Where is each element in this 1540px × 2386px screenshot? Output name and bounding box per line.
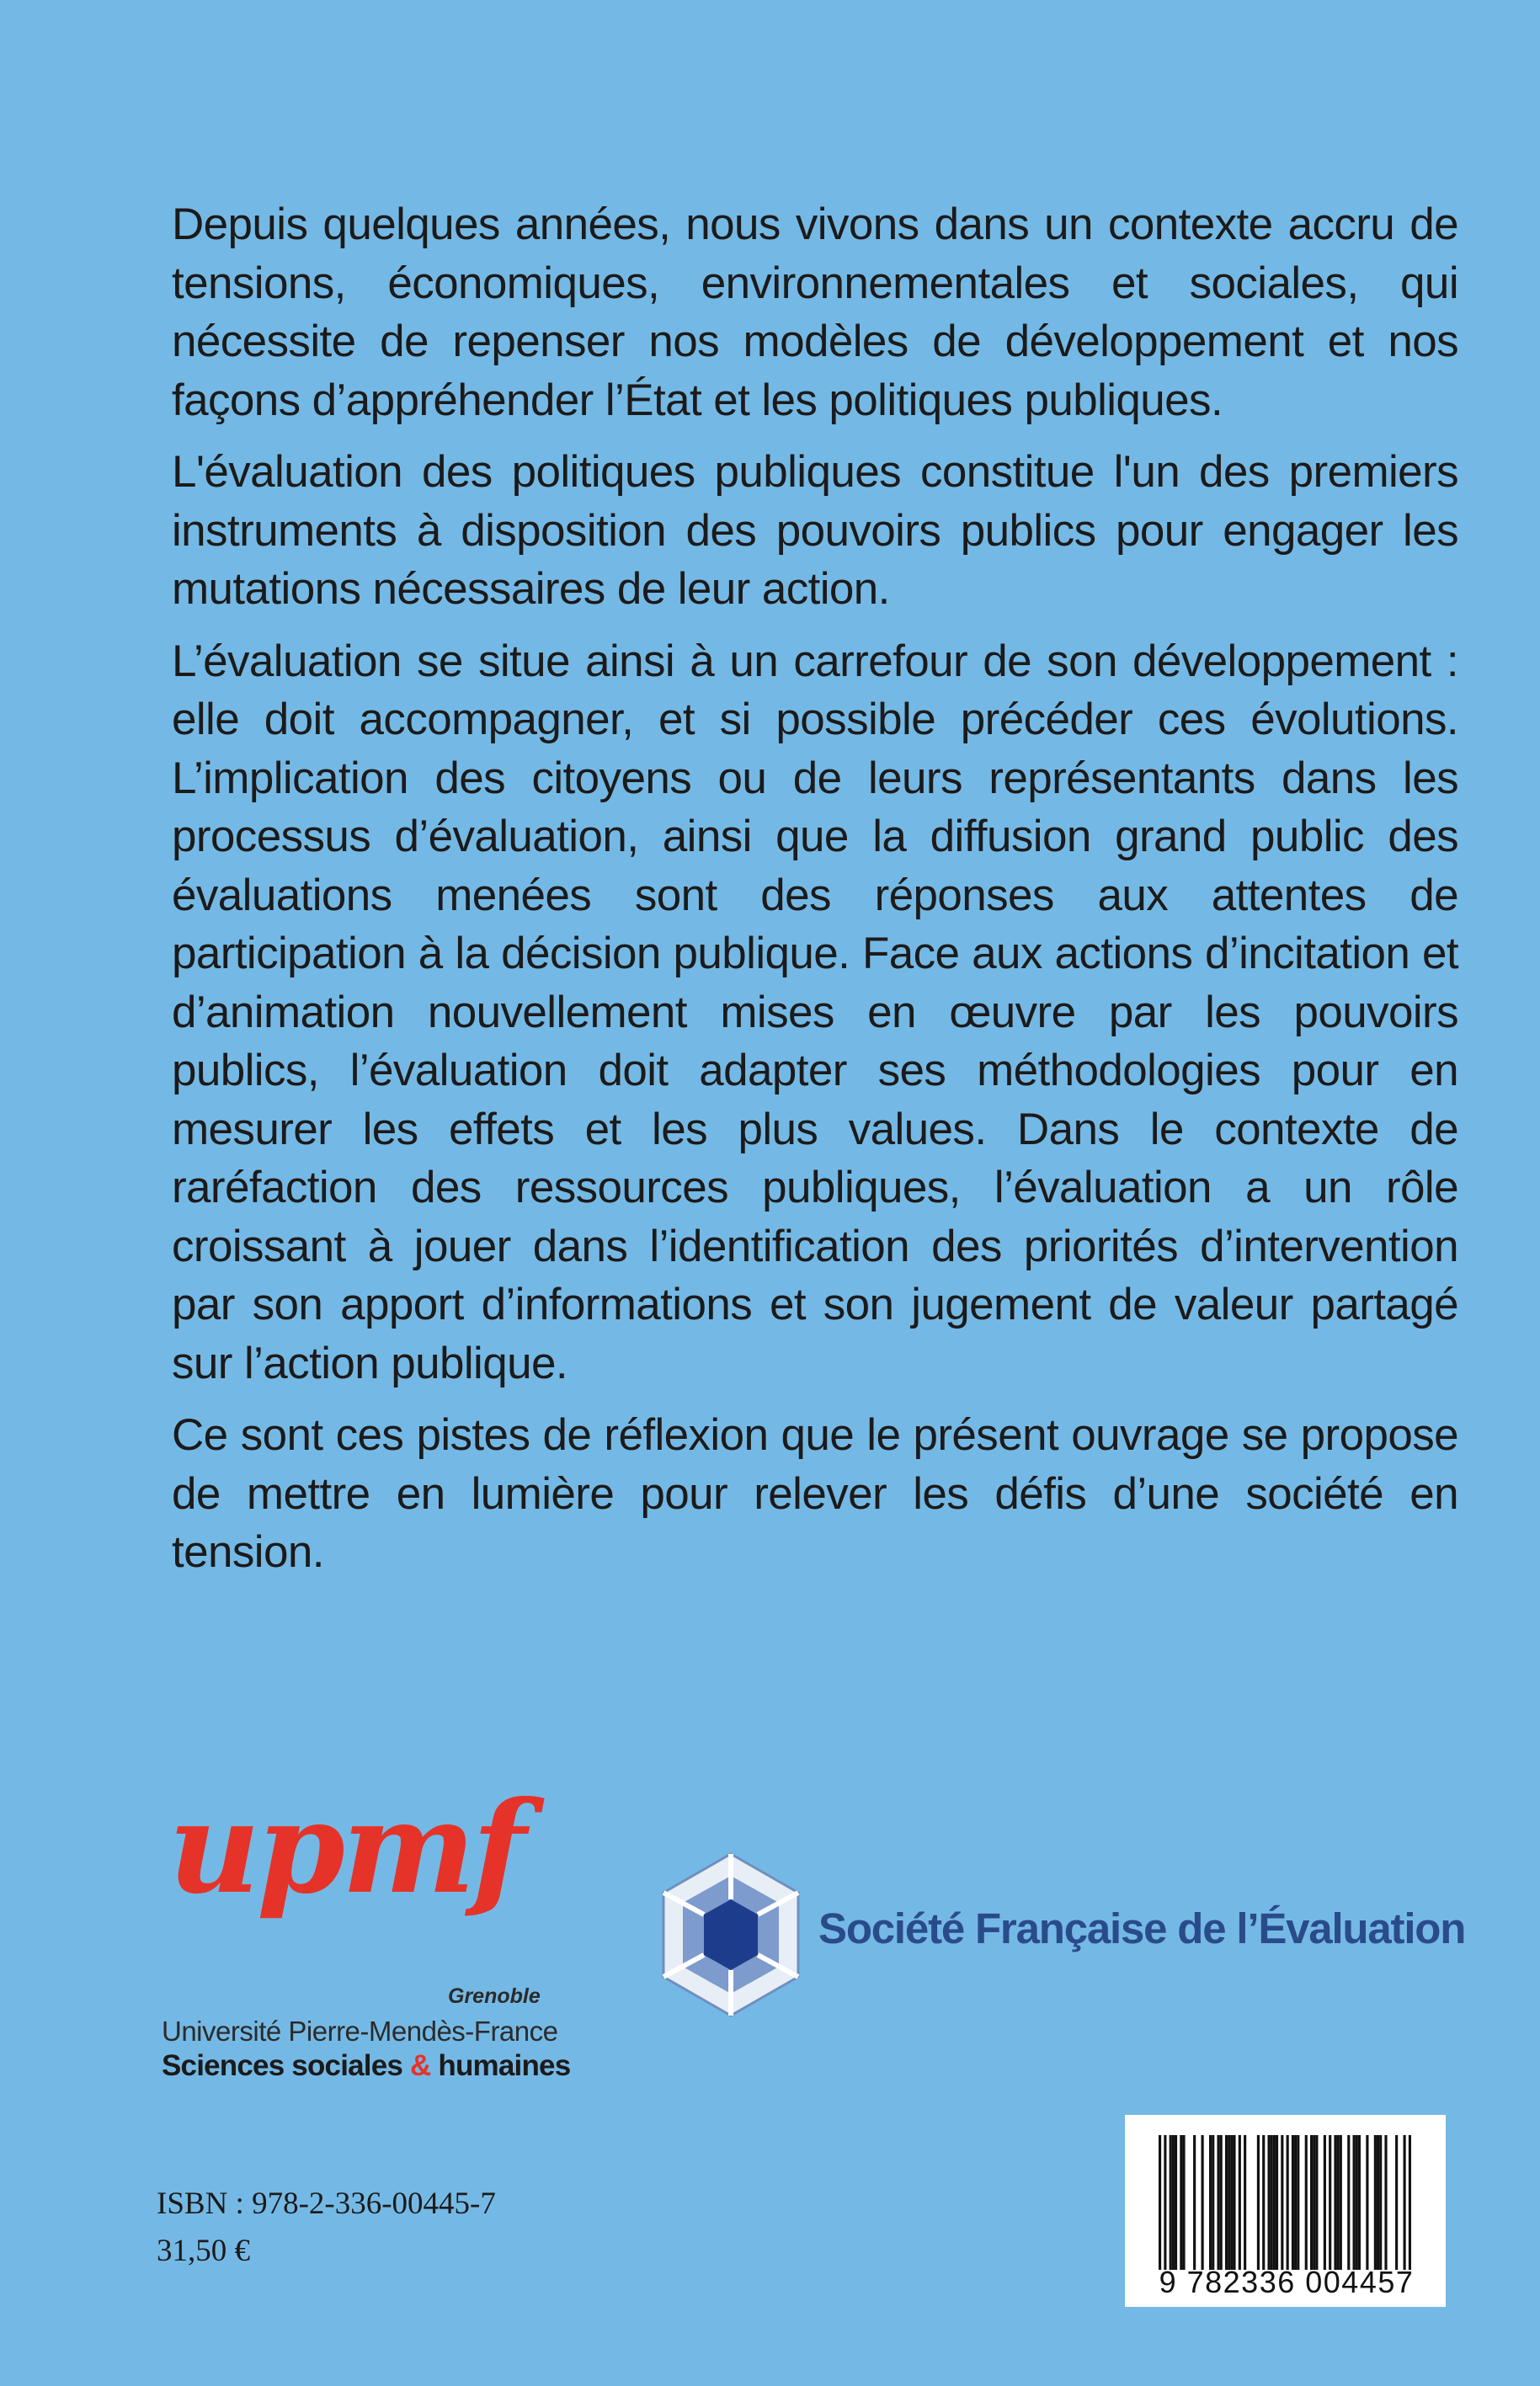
upmf-department-ampersand: & — [409, 2049, 431, 2082]
barcode-bar — [1159, 2135, 1161, 2270]
barcode-bar — [1182, 2135, 1185, 2270]
barcode-bar — [1404, 2135, 1406, 2270]
barcode-bar — [1287, 2135, 1289, 2270]
barcode-bar — [1220, 2135, 1223, 2270]
upmf-university-name: Université Pierre-Mendès-France — [162, 2016, 558, 2047]
barcode-bar — [1324, 2135, 1326, 2270]
back-cover-text — [172, 195, 1458, 1595]
barcode-bar — [1310, 2135, 1313, 2270]
barcode-bar — [1292, 2135, 1294, 2270]
upmf-department — [162, 2049, 570, 2083]
barcode-bar — [1193, 2135, 1196, 2270]
barcode-bar — [1271, 2135, 1273, 2270]
barcode-bar — [1212, 2135, 1214, 2270]
barcode-bar — [1379, 2135, 1382, 2270]
barcode-bar — [1334, 2135, 1336, 2270]
barcode-bar — [1337, 2135, 1340, 2270]
upmf-wordmark: upmf — [168, 1774, 524, 1922]
barcode-bar — [1273, 2135, 1276, 2270]
hexagon-network-icon — [657, 1851, 805, 2019]
paragraph-3: L’évaluation se situe ainsi à un carrefour de son développement : elle doit accompagner, et si possible précéder ces évolutions. L’implication des citoyens ou de leurs représentants dans les processus d’évaluation, ainsi que la diffusion grand public des évaluations menées sont des réponses aux attentes de participation à la décision publique. Face aux actions d’incitation et d’animation nouvellement mises en œuvre par les pouvoirs publics, l’évaluation doit adapter ses méthodologies pour en mesurer les effets et les plus values. Dans le contexte de raréfaction des ressources publiques, l’évaluation a un rôle croissant à jouer dans l’identification des priorités d’intervention par son apport d’informations et son jugement de valeur partagé sur l’action publique. — [172, 636, 1458, 1388]
price: 31,50 € — [157, 2234, 250, 2268]
barcode-bar — [1257, 2135, 1260, 2270]
barcode-bar — [1409, 2135, 1411, 2270]
barcode-bar — [1384, 2135, 1387, 2270]
barcode-bars — [1159, 2135, 1411, 2270]
barcode-bar — [1294, 2135, 1297, 2270]
isbn: ISBN : 978-2-336-00445-7 — [157, 2186, 496, 2221]
barcode-bar — [1395, 2135, 1398, 2270]
barcode-bar — [1175, 2135, 1177, 2270]
barcode — [1125, 2115, 1446, 2307]
barcode-digits: 9 782336 004457 — [1159, 2265, 1415, 2299]
upmf-department-part1: Sciences sociales — [162, 2049, 410, 2082]
sfe-name: Société Française de l’Évaluation — [818, 1904, 1466, 1952]
barcode-bar — [1244, 2135, 1246, 2270]
barcode-bar — [1225, 2135, 1228, 2270]
barcode-bar — [1358, 2135, 1361, 2270]
barcode-bar — [1305, 2135, 1308, 2270]
paragraph-2: L'évaluation des politiques publiques constitue l'un des premiers instruments à disposition des pouvoirs publics pour engager les mutations nécessaires de leur action. — [172, 447, 1458, 614]
upmf-city: Grenoble — [448, 1984, 541, 2008]
upmf-department-part2: humaines — [430, 2049, 571, 2082]
barcode-bar — [1164, 2135, 1166, 2270]
barcode-bar — [1172, 2135, 1175, 2270]
barcode-bar — [1374, 2135, 1377, 2270]
barcode-bar — [1228, 2135, 1230, 2270]
upmf-logo — [157, 1774, 571, 2090]
paragraph-4: Ce sont ces pistes de réflexion que le présent ouvrage se propose de mettre en lumière pour relever les défis d’une société en tension. — [172, 1410, 1458, 1577]
barcode-bar — [1313, 2135, 1315, 2270]
paragraph-1: Depuis quelques années, nous vivons dans un contexte accru de tensions, économiques, environnementales et sociales, qui nécessite de repenser nos modèles de développement et nos façons d’appréhender l’État et les politiques publiques. — [172, 200, 1458, 425]
barcode-bar — [1329, 2135, 1331, 2270]
barcode-bar — [1315, 2135, 1318, 2270]
sfe-logo — [657, 1851, 1465, 2019]
barcode-bar — [1262, 2135, 1265, 2270]
barcode-bar — [1353, 2135, 1356, 2270]
barcode-bar — [1170, 2135, 1172, 2270]
barcode-bar — [1267, 2135, 1270, 2270]
barcode-bar — [1217, 2135, 1219, 2270]
barcode-bar — [1233, 2135, 1235, 2270]
barcode-bar — [1230, 2135, 1233, 2270]
barcode-bar — [1297, 2135, 1299, 2270]
barcode-bar — [1276, 2135, 1278, 2270]
barcode-bar — [1180, 2135, 1182, 2270]
barcode-bar — [1209, 2135, 1212, 2270]
barcode-bar — [1366, 2135, 1368, 2270]
barcode-bar — [1281, 2135, 1283, 2270]
barcode-bar — [1377, 2135, 1379, 2270]
barcode-bar — [1340, 2135, 1342, 2270]
barcode-bar — [1202, 2135, 1204, 2270]
barcode-bar — [1347, 2135, 1350, 2270]
barcode-bar — [1356, 2135, 1358, 2270]
barcode-bar — [1239, 2135, 1241, 2270]
